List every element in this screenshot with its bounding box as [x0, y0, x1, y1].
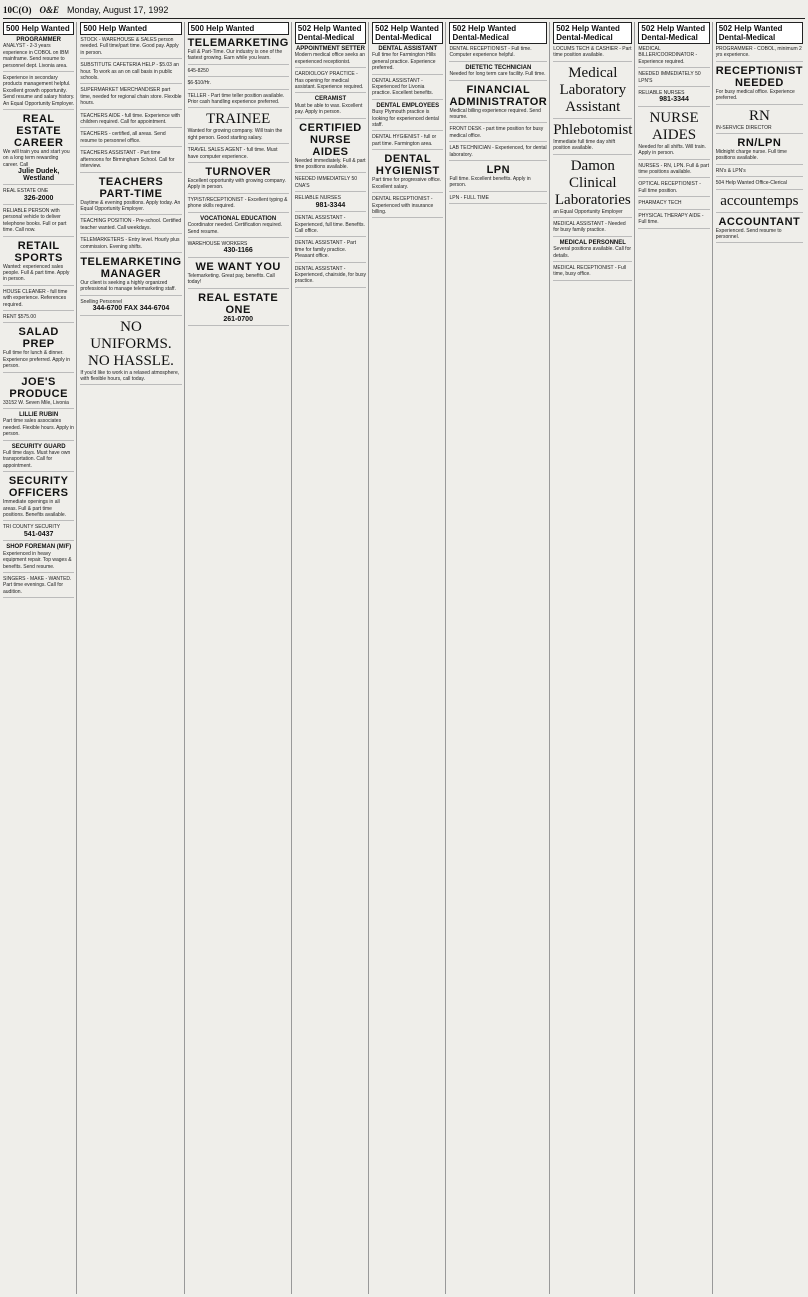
section-header: 500 Help Wanted — [80, 22, 181, 35]
ad-body: SUBSTITUTE CAFETERIA HELP - $5.03 an hour. To work as an on call basis in public schools. — [80, 62, 179, 82]
classified-ad — [372, 134, 443, 150]
ad-title: LILLIE RUBIN — [19, 412, 59, 418]
ad-body: an Equal Opportunity Employer — [553, 208, 623, 215]
ad-body: If you'd like to work in a relaxed atmosphere, with flexible hours, call today. — [80, 369, 180, 382]
ad-title: Damon Clinical Laboratories — [554, 157, 631, 208]
classified-ad — [188, 147, 289, 163]
classified-ad — [80, 237, 181, 253]
classified-ad — [716, 137, 803, 165]
ad-title: TRAINEE — [206, 111, 271, 128]
ad-body: DENTAL RECEPTIONIST - Experienced with insurance billing. — [372, 196, 434, 215]
publication-name: O&E — [39, 5, 60, 15]
ad-title: TELEMARKETING MANAGER — [80, 255, 182, 280]
ad-body: MEDICAL ASSISTANT - Needed for busy family practice. — [553, 221, 626, 234]
classified-ad — [295, 266, 366, 288]
ad-body: DENTAL ASSISTANT - Experienced, chairside, for busy practice. — [294, 265, 366, 285]
ad-title: REAL ESTATE ONE — [198, 291, 279, 316]
section-header: 502 Help Wanted Dental-Medical — [372, 22, 443, 44]
classified-ad — [638, 71, 709, 87]
classified-column — [188, 22, 292, 1294]
ad-body: Wanted: experienced sales people. Full & part time. Apply in person. — [3, 263, 70, 283]
classified-ad — [3, 37, 74, 72]
classified-ad — [638, 200, 709, 209]
classified-ad — [3, 544, 74, 573]
classified-ad — [80, 218, 181, 234]
classified-ad — [3, 188, 74, 205]
ad-title: SALAD PREP — [18, 326, 59, 351]
ad-phone: 981-3344 — [315, 201, 346, 209]
ad-body: RELIABLE NURSES — [638, 90, 685, 97]
classified-ad — [295, 46, 366, 68]
classified-ad — [3, 208, 74, 237]
classified-ad — [372, 78, 443, 100]
classified-ad — [3, 314, 74, 323]
classified-ad — [449, 126, 547, 142]
ad-body: Full & Part-Time. Our industry is one of the fastest growing. Earn while you learn. — [187, 49, 283, 62]
ad-body: Needed for all shifts. Will train. Apply in person. — [638, 143, 706, 157]
ad-body: PROGRAMMER - COBOL, minimum 2 yrs experience. — [715, 46, 802, 59]
ad-body: TEACHING POSITION - Pre-school. Certified teacher wanted. Call weekdays. — [80, 218, 182, 231]
ad-phone: 344-6700 FAX 344-6704 — [92, 305, 170, 313]
classified-ad — [372, 103, 443, 132]
section-header: 502 Help Wanted Dental-Medical — [638, 22, 709, 44]
classified-ad — [3, 75, 74, 110]
ad-body: RELIABLE NURSES — [294, 195, 341, 202]
ad-title: MEDICAL PERSONNEL — [559, 239, 626, 246]
classified-ad — [295, 71, 366, 93]
classified-ad — [188, 292, 289, 326]
ad-title: RN/LPN — [737, 137, 782, 150]
classified-ad — [716, 193, 803, 213]
ad-body: DENTAL RECEPTIONIST - Full time. Computer experience helpful. — [449, 46, 532, 59]
classified-ad — [638, 181, 709, 197]
ad-body: DENTAL ASSISTANT - Experienced, full time. Benefits. Call office. — [294, 215, 365, 234]
ad-body: Needed for long term care facility. Full time. — [449, 71, 546, 78]
ad-body: STOCK - WAREHOUSE & SALES person needed. Full time/part time. Good pay. Apply in person. — [80, 37, 179, 56]
classified-ad — [553, 158, 632, 218]
ad-body: WAREHOUSE WORKERS — [187, 240, 248, 247]
ad-phone: 541-0437 — [23, 530, 54, 538]
classified-column — [553, 22, 635, 1294]
ad-title: CERTIFIED NURSE AIDES — [299, 121, 362, 158]
ad-body: LPN - FULL TIME — [449, 194, 489, 201]
classified-ad — [3, 475, 74, 521]
ad-body: OPTICAL RECEPTIONIST - Full time position. — [638, 181, 701, 194]
classified-ad — [295, 195, 366, 212]
ad-body: PHYSICAL THERAPY AIDE - Full time. — [638, 212, 704, 226]
ad-title: TEACHERS PART-TIME — [98, 175, 164, 200]
ad-title: TURNOVER — [205, 166, 272, 179]
classified-ad — [3, 412, 74, 441]
classified-ad — [188, 197, 289, 213]
ad-body: RN's & LPN's — [715, 167, 746, 174]
ad-title: Medical Laboratory Assistant — [559, 64, 627, 115]
ad-title: accountemps — [720, 192, 799, 209]
ad-body: RELIABLE PERSON with personal vehicle to deliver telephone books. Full or part time. Call now. — [3, 207, 67, 234]
ad-title: ACCOUNTANT — [718, 215, 801, 228]
ad-phone: Julie Dudek, Westland — [18, 168, 60, 182]
ad-title: Phlebotomist — [553, 121, 633, 138]
classified-ad — [716, 108, 803, 134]
ad-title: TELEMARKETING — [187, 37, 289, 49]
ad-title: DENTAL HYGIENIST — [375, 153, 440, 178]
ad-body: DENTAL ASSISTANT - Part time for family practice. Pleasant office. — [294, 240, 357, 260]
ad-body: NEEDED IMMEDIATELY 50 CNA'S — [294, 176, 358, 189]
classified-ad — [553, 240, 632, 262]
section-header: 502 Help Wanted Dental-Medical — [449, 22, 547, 44]
classified-ad — [638, 163, 709, 179]
section-header: 500 Help Wanted — [3, 22, 74, 35]
ad-body: NEEDED IMMEDIATELY 50 LPN'S — [638, 71, 701, 84]
classified-ad — [449, 195, 547, 204]
ad-title: PROGRAMMER — [16, 37, 61, 43]
ad-body: REAL ESTATE ONE — [3, 188, 49, 195]
classified-ad — [80, 113, 181, 129]
ad-body: LAB TECHNICIAN - Experienced, for dental laboratory. — [449, 145, 547, 158]
ad-body: Midnight charge nurse. Full time positions available. — [715, 149, 787, 162]
ad-body: Experience in secondary products management helpful. Excellent growth opportunity. Send resume and salary history. An Equal Opportunity Employer. — [3, 75, 75, 107]
ad-title: CERAMIST — [314, 96, 347, 103]
classified-ad — [295, 240, 366, 262]
ad-body: Daytime & evening positions. Apply today. An Equal Opportunity Employer. — [80, 199, 181, 212]
classified-ad — [295, 176, 366, 192]
ad-body: Full time days. Must have own transportation. Call for appointment. — [3, 450, 71, 469]
ad-title: SECURITY GUARD — [11, 443, 66, 450]
classified-column — [372, 22, 446, 1294]
classified-ad — [3, 113, 74, 185]
classified-ad — [80, 176, 181, 216]
ad-body: TEACHERS AIDE - full time. Experience with children required. Call for appointment. — [80, 112, 181, 126]
ad-body: Experienced in heavy equipment repair. Top wages & benefits. Send resume. — [3, 550, 72, 570]
ad-title: NO UNIFORMS. NO HASSLE. — [88, 318, 174, 369]
classified-ad — [638, 90, 709, 107]
ad-title: RN — [748, 107, 770, 124]
classified-column — [295, 22, 369, 1294]
ad-phone: 981-3344 — [659, 96, 689, 104]
ad-title: RECEPTIONIST NEEDED — [715, 64, 804, 89]
ad-body: PHARMACY TECH — [638, 200, 682, 207]
ad-title: APPOINTMENT SETTER — [295, 46, 365, 52]
classified-ad — [553, 65, 632, 119]
columns-container — [3, 22, 805, 1294]
classified-ad — [80, 87, 181, 109]
classified-ad — [716, 216, 803, 244]
classified-ad — [188, 216, 289, 238]
classified-ad — [716, 65, 803, 105]
classified-ad — [449, 145, 547, 161]
ad-title: DENTAL ASSISTANT — [378, 46, 438, 52]
ad-body: For busy medical office. Experience preferred. — [715, 88, 795, 102]
ad-body: Excellent opportunity with growing company. Apply in person. — [187, 178, 286, 191]
classified-ad — [188, 93, 289, 109]
ad-body: Coordinator needed. Certification required. Send resume. — [187, 222, 283, 235]
ad-body: Snelling Personnel — [80, 298, 123, 305]
ad-body: Must be able to wax. Excellent pay. Apply in person. — [294, 102, 363, 116]
classified-ad — [372, 196, 443, 218]
ad-body: DENTAL HYGIENIST - full or part time. Farmington area. — [372, 134, 437, 147]
classified-ad — [188, 37, 289, 65]
classified-ad — [449, 65, 547, 81]
classified-ad — [553, 221, 632, 237]
page-number: 10C(O) — [3, 5, 32, 15]
ad-body: 504 Help Wanted Office-Clerical — [715, 180, 787, 187]
ad-title: RETAIL SPORTS — [14, 239, 63, 264]
ad-phone: 326-2000 — [23, 194, 54, 202]
ad-body: Part time for progressive office. Excellent salary. — [372, 177, 442, 190]
ad-body: IN-SERVICE DIRECTOR — [715, 124, 772, 131]
ad-title: DENTAL EMPLOYEES — [376, 102, 440, 109]
ad-body: LOCUMS TECH & CASHIER - Part time position available. — [553, 46, 632, 59]
classified-ad — [80, 256, 181, 296]
ad-body: $6-$10/Hr. — [187, 80, 211, 87]
ad-body: TYPIST/RECEPTIONIST - Excellent typing & phone skills required. — [187, 196, 288, 210]
ad-body: DENTAL ASSISTANT - Experienced for Livonia practice. Excellent benefits. — [372, 77, 433, 97]
ad-body: Modern medical office seeks an experienced receptionist. — [294, 52, 366, 65]
ad-body: FRONT DESK - part time position for busy medical office. — [449, 126, 544, 139]
section-header: 500 Help Wanted — [188, 22, 289, 35]
ad-title: REAL ESTATE CAREER — [13, 113, 64, 150]
ad-body: TELLER - Part time teller position available. Prior cash handling experience preferred. — [187, 92, 285, 106]
ad-title: JOE'S PRODUCE — [9, 375, 68, 400]
classified-ad — [188, 241, 289, 258]
ad-title: FINANCIAL ADMINISTRATOR — [449, 83, 548, 108]
classified-ad — [295, 96, 366, 118]
ad-body: MEDICAL BILLER/COORDINATOR - Experience required. — [638, 46, 698, 65]
classified-ad — [188, 68, 289, 77]
classified-ad — [553, 122, 632, 155]
ad-body: Several positions available. Call for details. — [553, 246, 632, 259]
classified-ad — [553, 46, 632, 62]
ad-phone: 430-1166 — [223, 247, 253, 255]
ad-title: WE WANT YOU — [195, 260, 281, 273]
classified-ad — [80, 150, 181, 172]
ad-body: RENT $575.00 — [3, 313, 36, 320]
ad-body: Wanted for growing company. Will train the right person. Good starting salary. — [187, 128, 283, 141]
ad-body: Full time. Excellent benefits. Apply in person. — [449, 176, 531, 189]
ad-body: TEACHERS - certified, all areas. Send resume to personnel office. — [80, 131, 166, 144]
classified-ad — [3, 326, 74, 372]
classified-ad — [80, 37, 181, 59]
classified-ad — [3, 576, 74, 598]
ad-body: TELEMARKETERS - Entry level. Hourly plus commission. Evening shifts. — [80, 237, 180, 250]
ad-body: MEDICAL RECEPTIONIST - Full time, busy office. — [553, 265, 626, 278]
ad-title: VOCATIONAL EDUCATION — [200, 215, 277, 222]
ad-body: HOUSE CLEANER - full time with experience. References required. — [3, 288, 68, 308]
classified-ad — [188, 166, 289, 194]
classified-column — [80, 22, 184, 1294]
ad-body: TRI COUNTY SECURITY — [3, 524, 61, 531]
classified-ad — [638, 46, 709, 68]
ad-body: Busy Plymouth practice is looking for experienced dental staff. — [372, 109, 439, 129]
section-header: 502 Help Wanted Dental-Medical — [716, 22, 803, 44]
classified-column — [3, 22, 77, 1294]
ad-body: Medical billing experience required. Send resume. — [449, 107, 541, 121]
issue-date: Monday, August 17, 1992 — [67, 5, 169, 15]
classified-ad — [716, 46, 803, 62]
ad-body: Immediate openings in all areas. Full & part time positions. Benefits available. — [3, 499, 67, 519]
ad-phone: 261-0700 — [223, 315, 253, 323]
classified-ad — [188, 111, 289, 144]
classified-column — [449, 22, 550, 1294]
classified-ad — [638, 213, 709, 229]
ad-body: Telemarketing. Great pay, benefits. Call today! — [187, 272, 275, 286]
ad-body: Full time for lunch & dinner. Experience preferred. Apply in person. — [3, 350, 70, 370]
ad-body: Full time for Farmington Hills general practice. Experience preferred. — [372, 52, 436, 72]
ad-body: Immediate full time day shift position available. — [553, 138, 616, 152]
classified-ad — [716, 180, 803, 189]
classified-ad — [372, 153, 443, 193]
classified-ad — [638, 110, 709, 160]
ad-body: We will train you and start you on a long term rewarding career. Call — [3, 149, 70, 168]
ad-title: SHOP FOREMAN (M/F) — [6, 544, 72, 551]
classified-ad — [716, 168, 803, 177]
ad-body: SINGERS - MAKE - WANTED. Part time evenings. Call for audition. — [3, 575, 72, 595]
classified-ad — [295, 215, 366, 237]
ad-body: 645-8250 — [187, 67, 209, 74]
classified-ad — [80, 319, 181, 386]
ad-body: Experienced. Send resume to personnel. — [715, 227, 782, 241]
ad-body: Part time sales associates needed. Flexible hours. Apply in person. — [3, 418, 74, 438]
ad-body: NURSES - RN, LPN. Full & part time positions available. — [638, 162, 709, 176]
classified-ad — [372, 46, 443, 75]
classified-ad — [553, 265, 632, 281]
ad-body: SUPERMARKET MERCHANDISER part time, needed for regional chain store. Flexible hours. — [80, 87, 182, 107]
section-header: 502 Help Wanted Dental-Medical — [295, 22, 366, 44]
ad-body: Needed immediately. Full & part time positions available. — [294, 157, 366, 171]
classified-ad — [3, 289, 74, 311]
ad-title: LPN — [486, 164, 511, 177]
classified-ad — [3, 524, 74, 541]
classified-ad — [3, 376, 74, 409]
ad-title: NURSE AIDES — [649, 109, 699, 143]
ad-body: CARDIOLOGY PRACTICE - Has opening for medical assistant. Experience required. — [294, 71, 364, 91]
classified-ad — [188, 80, 289, 89]
ad-body: ANALYST - 2-3 years experience in COBOL on IBM mainframe. Send resume to personnel dept. Livonia area. — [3, 43, 69, 69]
ad-body: 33152 W. Seven Mile, Livonia — [3, 399, 69, 406]
classified-ad — [449, 164, 547, 192]
section-header: 502 Help Wanted Dental-Medical — [553, 22, 632, 44]
ad-title: SECURITY OFFICERS — [8, 475, 69, 500]
classified-column — [716, 22, 805, 1294]
ad-body: Our client is seeking a highly organized professional to manage telemarketing staff. — [80, 279, 176, 293]
ad-body: TRAVEL SALES AGENT - full time. Must have computer experience. — [187, 147, 278, 160]
classified-ad — [3, 240, 74, 286]
ad-title: DIETETIC TECHNICIAN — [465, 64, 532, 71]
masthead — [3, 2, 805, 19]
classified-ad — [80, 62, 181, 84]
classified-ad — [80, 131, 181, 147]
classified-ad — [449, 84, 547, 124]
classified-ad — [3, 444, 74, 473]
classified-ad — [80, 299, 181, 316]
classified-ad — [449, 46, 547, 62]
classified-column — [638, 22, 712, 1294]
ad-body: TEACHERS ASSISTANT - Part time afternoons for Birmingham School. Call for interview. — [80, 150, 175, 170]
classified-ad — [295, 122, 366, 174]
classified-ad — [188, 261, 289, 289]
